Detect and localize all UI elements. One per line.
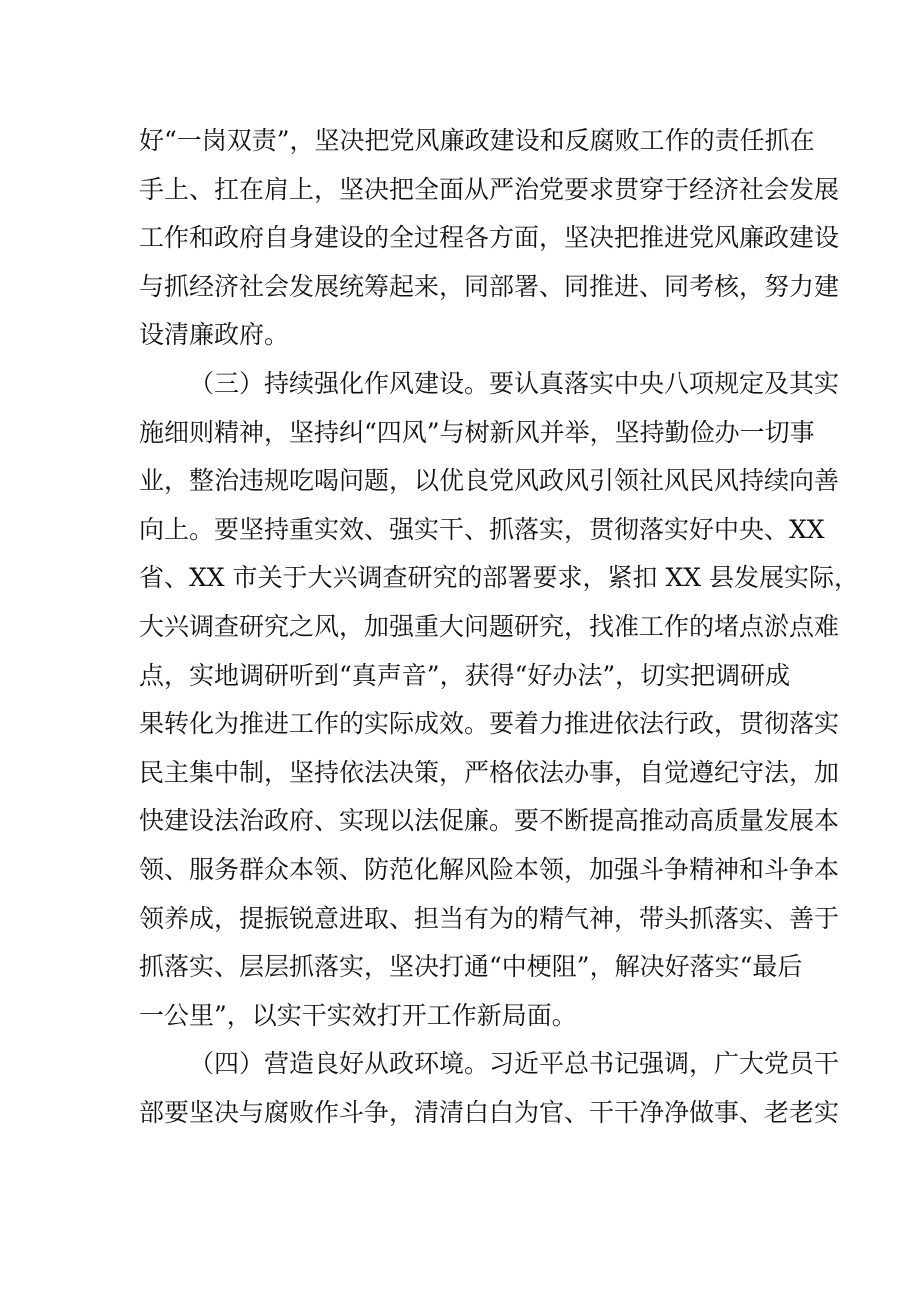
text-line: 大兴调查研究之风，加强重大问题研究，找准工作的堵点淤点难 [139,611,840,641]
text-line: 与抓经济社会发展统筹起来，同部署、同推进、同考核，努力建 [139,271,840,301]
text-line: 工作和政府自身建设的全过程各方面，坚决把推进党风廉政建设 [139,223,840,253]
section-heading-line: （四）营造良好从政环境。习近平总书记强调，广大党员干 [189,1049,840,1079]
text-line: 领、服务群众本领、防范化解风险本领，加强斗争精神和斗争本 [139,854,840,884]
text-line: 施细则精神，坚持纠“四风”与树新风并举，坚持勤俭办一切事 [139,417,815,447]
text-line: 好“一岗双责”，坚决把党风廉政建设和反腐败工作的责任抓在 [139,126,815,155]
text-line: 点，实地调研听到“真声音”，获得“好办法”，切实把调研成 [139,660,791,690]
text-line: 省、XX 市关于大兴调查研究的部署要求，紧扣 XX 县发展实际， [139,563,860,593]
text-line: 设清廉政府。 [139,320,290,350]
text-line: 向上。要坚持重实效、强实干、抓落实，贯彻落实好中央、XX [139,514,825,544]
text-line: 一公里”，以实干实效打开工作新局面。 [139,1000,577,1030]
text-line: 果转化为推进工作的实际成效。要着力推进依法行政，贯彻落实 [139,709,840,739]
text-line: 快建设法治政府、实现以法促廉。要不断提高推动高质量发展本 [139,806,840,836]
text-line: 手上、扛在肩上，坚决把全面从严治党要求贯穿于经济社会发展 [139,174,840,204]
section-heading-line: （三）持续强化作风建设。要认真落实中央八项规定及其实 [189,368,840,398]
text-line: 业，整治违规吃喝问题，以优良党风政风引领社风民风持续向善 [139,466,840,496]
body-text [139,117,860,1137]
text-line: 领养成，提振锐意进取、担当有为的精气神，带头抓落实、善于 [139,903,840,933]
text-line: 抓落实、层层抓落实，坚决打通“中梗阻”，解决好落实“最后 [139,952,803,982]
text-line: 部要坚决与腐败作斗争，清清白白为官、干干净净做事、老老实 [139,1097,840,1127]
text-line: 民主集中制，坚持依法决策，严格依法办事，自觉遵纪守法，加 [139,757,840,787]
